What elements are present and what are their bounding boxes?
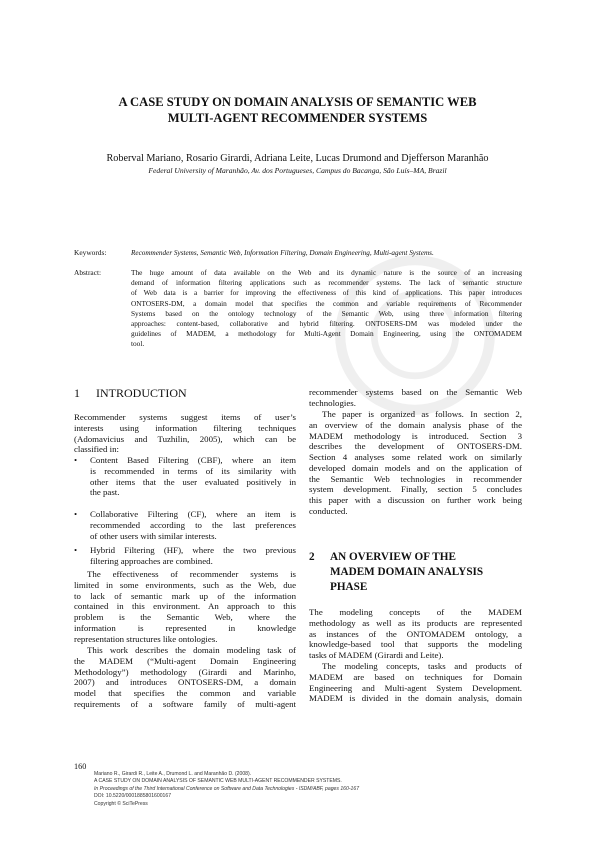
- section-title-line: PHASE: [330, 581, 368, 593]
- intro-paragraph-4: [309, 409, 522, 517]
- text-line: requirements of a software family of multi-agent: [74, 698, 296, 709]
- bullet-dot-icon: •: [74, 455, 78, 465]
- text-line: filtering approaches are combined.: [90, 555, 213, 566]
- paper-title-line: A CASE STUDY ON DOMAIN ANALYSIS OF SEMANTIC WEB: [118, 95, 477, 109]
- paper-title-line: MULTI-AGENT RECOMMENDER SYSTEMS: [167, 111, 428, 125]
- keywords-text: Recommender Systems, Semantic Web, Information Filtering, Domain Engineering, Multi-agent Systems.: [131, 249, 434, 257]
- text-line: Content Based Filtering (CBF), where an item: [90, 455, 296, 465]
- text-line: The modeling concepts of the MADEM: [309, 607, 522, 617]
- section-title-line: AN OVERVIEW OF THE: [330, 551, 456, 563]
- text-line: limited in some environments, such as the Web, due: [74, 579, 296, 590]
- intro-continuation: [309, 387, 522, 409]
- text-line: technologies.: [309, 397, 356, 408]
- abstract-line: Systems based on the ontology technology of the Semantic Web, using three information filtering: [131, 308, 522, 318]
- text-line: is recommended in terms of its similarity with: [90, 465, 296, 476]
- section-number: 2: [309, 551, 315, 563]
- text-line: describes the development of ONTOSERS-DM.: [309, 441, 522, 452]
- text-line: problem is the Semantic Web, where the: [74, 612, 296, 622]
- text-line: MADEM are based on techniques for Domain: [309, 671, 522, 682]
- text-line: Methodology”) methodology (Girardi and Marinho,: [74, 666, 296, 677]
- text-line: system development. Finally, section 5 concludes: [309, 484, 522, 495]
- text-line: this paper with a discussion on further work being: [309, 495, 522, 505]
- abstract-line: The huge amount of data available on the Web and its dynamic nature is the source of an increasing: [131, 268, 522, 277]
- paper-title: [50, 94, 545, 126]
- section-2-paragraph-2: [309, 661, 522, 704]
- text-line: knowledge-based tool that supports the modeling: [309, 639, 522, 650]
- bullet-dot-icon: •: [74, 545, 78, 555]
- text-line: methodology as well as its products are represented: [309, 617, 522, 628]
- abstract-label: Abstract:: [74, 268, 102, 277]
- intro-paragraph-1: [74, 412, 296, 455]
- abstract-text: [131, 268, 522, 350]
- text-line: The modeling concepts, tasks and products of: [322, 661, 522, 671]
- section-2-heading: [309, 550, 522, 598]
- keywords-label: Keywords:: [74, 248, 107, 257]
- section-number: 1: [74, 386, 80, 400]
- text-line: information is represented in knowledge: [74, 622, 296, 633]
- text-line: the MADEM (“Multi-agent Domain Engineering: [74, 655, 296, 666]
- text-line: Collaborative Filtering (CF), where an item is: [90, 509, 296, 519]
- text-line: classified in:: [74, 444, 119, 455]
- footer-line: Copyright © SciTePress: [94, 800, 148, 807]
- text-line: The effectiveness of recommender systems is: [87, 569, 296, 579]
- text-line: This work describes the domain modeling task of: [87, 645, 296, 655]
- text-line: as instances of the ONTOMADEM ontology, a: [309, 628, 522, 639]
- text-line: MADEM methodology is introduced. Section 3: [309, 430, 522, 441]
- section-title: INTRODUCTION: [96, 386, 187, 400]
- text-line: developed domain models and on the application of: [309, 462, 522, 473]
- text-line: The paper is organized as follows. In section 2,: [322, 409, 522, 419]
- affiliation: Federal University of Maranhão, Av. dos Portugueses, Campus do Bacanga, São Luís–MA, Brazil: [148, 166, 447, 175]
- abstract-line: demand of information filtering applications such as recommender systems. The lack of semantic structure: [131, 278, 522, 288]
- abstract-line: ONTOSERS-DM, a domain model that specifies the common and variable requirements of Recommender: [131, 298, 522, 308]
- text-line: recommended according to the last preferences: [90, 519, 296, 530]
- authors: Roberval Mariano, Rosario Girardi, Adriana Leite, Lucas Drumond and Djefferson Maranhão: [106, 153, 489, 164]
- bullet-dot-icon: •: [74, 509, 78, 519]
- text-line: interests using information filtering techniques: [74, 422, 296, 433]
- text-line: (Adomavicius and Tuzhilin, 2005), which can be: [74, 433, 296, 444]
- text-line: an overview of the domain analysis phase of the: [309, 419, 522, 430]
- abstract-line: of Web data is a barrier for improving the effectiveness of this kind of applications. This paper introduces: [131, 288, 522, 298]
- text-line: contained in this environment. An approach to this: [74, 601, 296, 612]
- text-line: to lack of semantic mark up of the information: [74, 590, 296, 601]
- text-line: conducted.: [309, 505, 348, 516]
- text-line: MADEM is divided in the domain analysis, domain: [309, 693, 522, 704]
- text-line: Section 4 analyses some related work on similarly: [309, 452, 522, 462]
- text-line: Hybrid Filtering (HF), where the two previous: [90, 545, 296, 555]
- page-number: 160: [74, 762, 87, 771]
- intro-paragraph-3: [74, 645, 296, 710]
- text-line: 2007) and introduces ONTOSERS-DM, a domain: [74, 677, 296, 688]
- text-line: Engineering and Multi-agent System Development.: [309, 682, 522, 693]
- text-line: the Semantic Web technologies in recommender: [309, 473, 522, 484]
- footer-line: DOI: 10.5220/0001885801600167: [94, 793, 172, 800]
- footer-line: In Proceedings of the Third International Conference on Software and Data Technologies - ISDM/ABF, pages 160-167: [94, 785, 360, 792]
- text-line: of other users with similar interests.: [90, 530, 217, 541]
- text-line: model that specifies the common and variable: [74, 688, 296, 698]
- intro-paragraph-2: [74, 569, 296, 644]
- footer-line: A CASE STUDY ON DOMAIN ANALYSIS OF SEMANTIC WEB MULTI-AGENT RECOMMENDER SYSTEMS.: [94, 778, 342, 785]
- text-line: tasks of MADEM (Girardi and Leite).: [309, 650, 444, 660]
- section-2-paragraph-1: [309, 607, 522, 661]
- text-line: Recommender systems suggest items of user’s: [74, 412, 296, 422]
- text-line: representation structures like ontologies.: [74, 633, 218, 644]
- text-line: recommender systems based on the Semantic Web: [309, 387, 522, 397]
- abstract-line: tool.: [131, 339, 145, 349]
- text-line: other items that the user evaluated positively in: [90, 476, 296, 487]
- text-line: the past.: [90, 487, 120, 498]
- section-title-line: MADEM DOMAIN ANALYSIS: [330, 566, 484, 578]
- abstract-line: approaches: content-based, collaborative and hybrid filtering. ONTOSERS-DM was modeled under the: [131, 318, 522, 328]
- section-1-heading: [74, 386, 187, 401]
- abstract-line: guidelines of MADEM, a methodology for Multi-Agent Domain Engineering, using the ONTOMADEM: [131, 329, 522, 339]
- footer-line: Mariano R., Girardi R., Leite A., Drumond L. and Maranhão D. (2008).: [94, 771, 252, 777]
- citation-footer: [94, 771, 359, 808]
